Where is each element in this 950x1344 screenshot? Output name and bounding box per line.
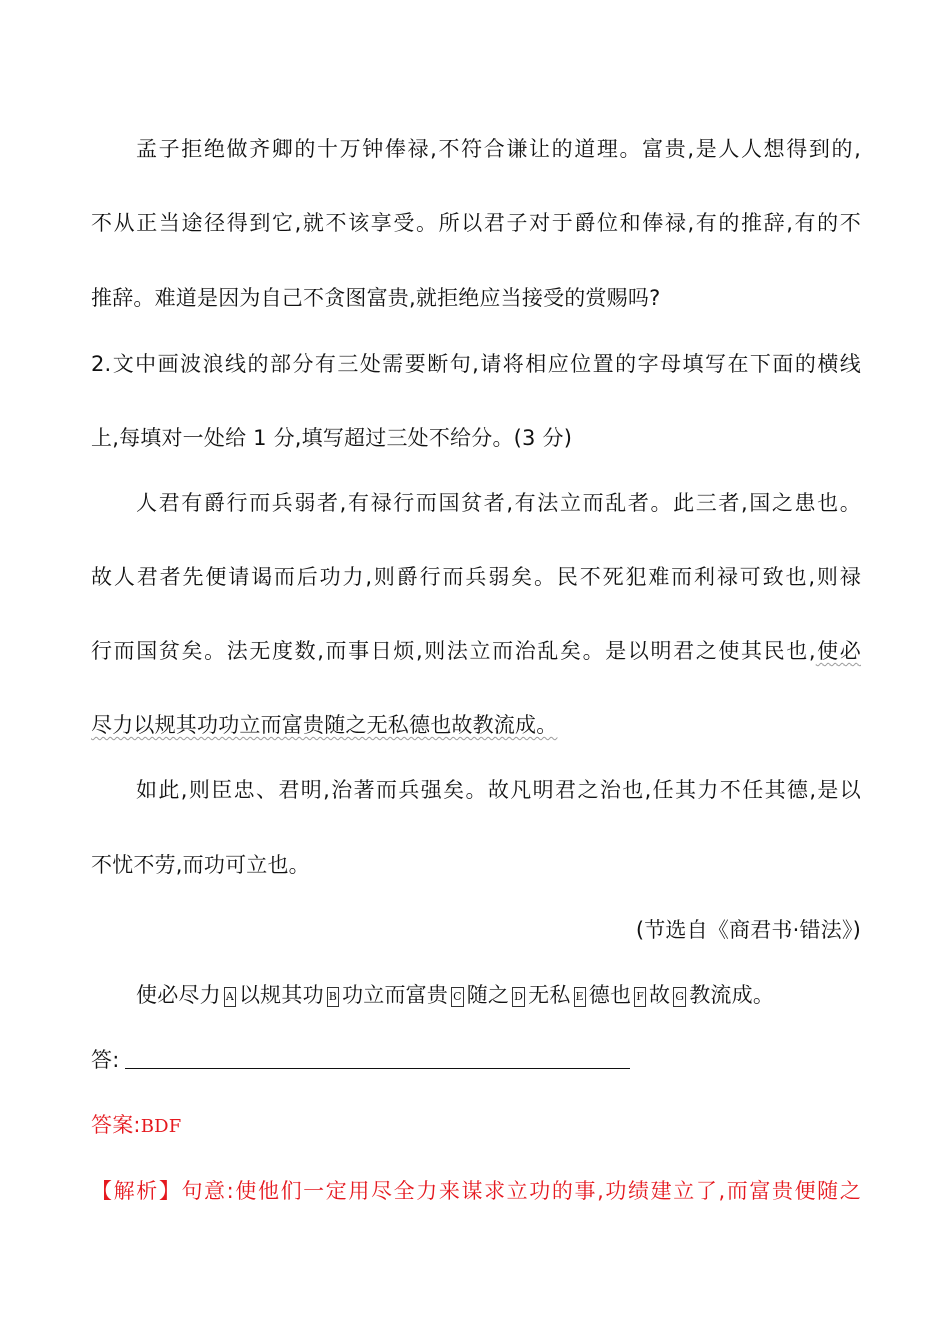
answer-row (91, 1110, 861, 1142)
segment-text: 教流成。 (689, 983, 775, 1007)
break-letter-box: A (224, 987, 236, 1007)
passage-line-3-plain: 行而国贫矣。法无度数,而事日烦,则法立而治乱矣。是以明君之使其民也, (91, 639, 816, 663)
answer-blank-line[interactable] (125, 1046, 630, 1069)
paragraph-1-line-1: 孟子拒绝做齐卿的十万钟俸禄,不符合谦让的道理。富贵,是人人想得到的, (136, 137, 861, 161)
break-letter-box: B (327, 987, 339, 1007)
paragraph-1-line-2: 不从正当途径得到它,就不该享受。所以君子对于爵位和俸禄,有的推辞,有的不 (91, 211, 861, 235)
question-2-line-1: 2.文中画波浪线的部分有三处需要断句,请将相应位置的字母填写在下面的横线 (91, 352, 861, 376)
passage-source: (节选自《商君书·错法》) (635, 918, 861, 942)
break-letter-box: E (574, 987, 586, 1007)
analysis-text: 【解析】句意:使他们一定用尽全力来谋求立功的事,功绩建立了,而富贵便随之 (91, 1179, 861, 1203)
segment-text: 随之 (466, 983, 510, 1007)
passage-line-3 (91, 636, 861, 666)
passage-line-4 (91, 710, 861, 740)
passage-line-6: 不忧不劳,而功可立也。 (91, 853, 310, 877)
break-letter-box: C (451, 987, 464, 1007)
segment-text: 使必尽力 (136, 983, 221, 1007)
segment-text: 功立而富贵 (342, 983, 449, 1007)
passage-line-1: 人君有爵行而兵弱者,有禄行而国贫者,有法立而乱者。此三者,国之患也。 (136, 491, 861, 515)
passage-line-5: 如此,则臣忠、君明,治著而兵强矣。故凡明君之治也,任其力不任其德,是以 (136, 778, 861, 802)
break-letter-box: G (673, 987, 686, 1007)
answer-prompt-label: 答: (91, 1048, 120, 1072)
segment-text: 无私 (528, 983, 571, 1007)
break-letter-box: D (512, 987, 525, 1007)
answer-label: 答案: (91, 1113, 141, 1137)
paragraph-1-line-3: 推辞。难道是因为自己不贪图富贵,就拒绝应当接受的赏赐吗? (91, 286, 661, 310)
answer-value: BDF (140, 1116, 182, 1137)
wavy-underlined-text-start: 使必 (815, 639, 861, 663)
question-2-line-2: 上,每填对一处给 1 分,填写超过三处不给分。(3 分) (91, 426, 573, 450)
segmented-sentence (136, 980, 861, 1010)
segment-text: 德也 (588, 983, 632, 1007)
wavy-underlined-text-end: 尽力以规其功功立而富贵随之无私德也故教流成。 (91, 713, 558, 737)
segment-text: 以规其功 (238, 983, 324, 1007)
break-letter-box: F (634, 987, 646, 1007)
answer-prompt-row (91, 1045, 861, 1075)
passage-line-2: 故人君者先便请谒而后功力,则爵行而兵弱矣。民不死犯难而利禄可致也,则禄 (91, 565, 861, 589)
segment-text: 故 (649, 983, 671, 1007)
